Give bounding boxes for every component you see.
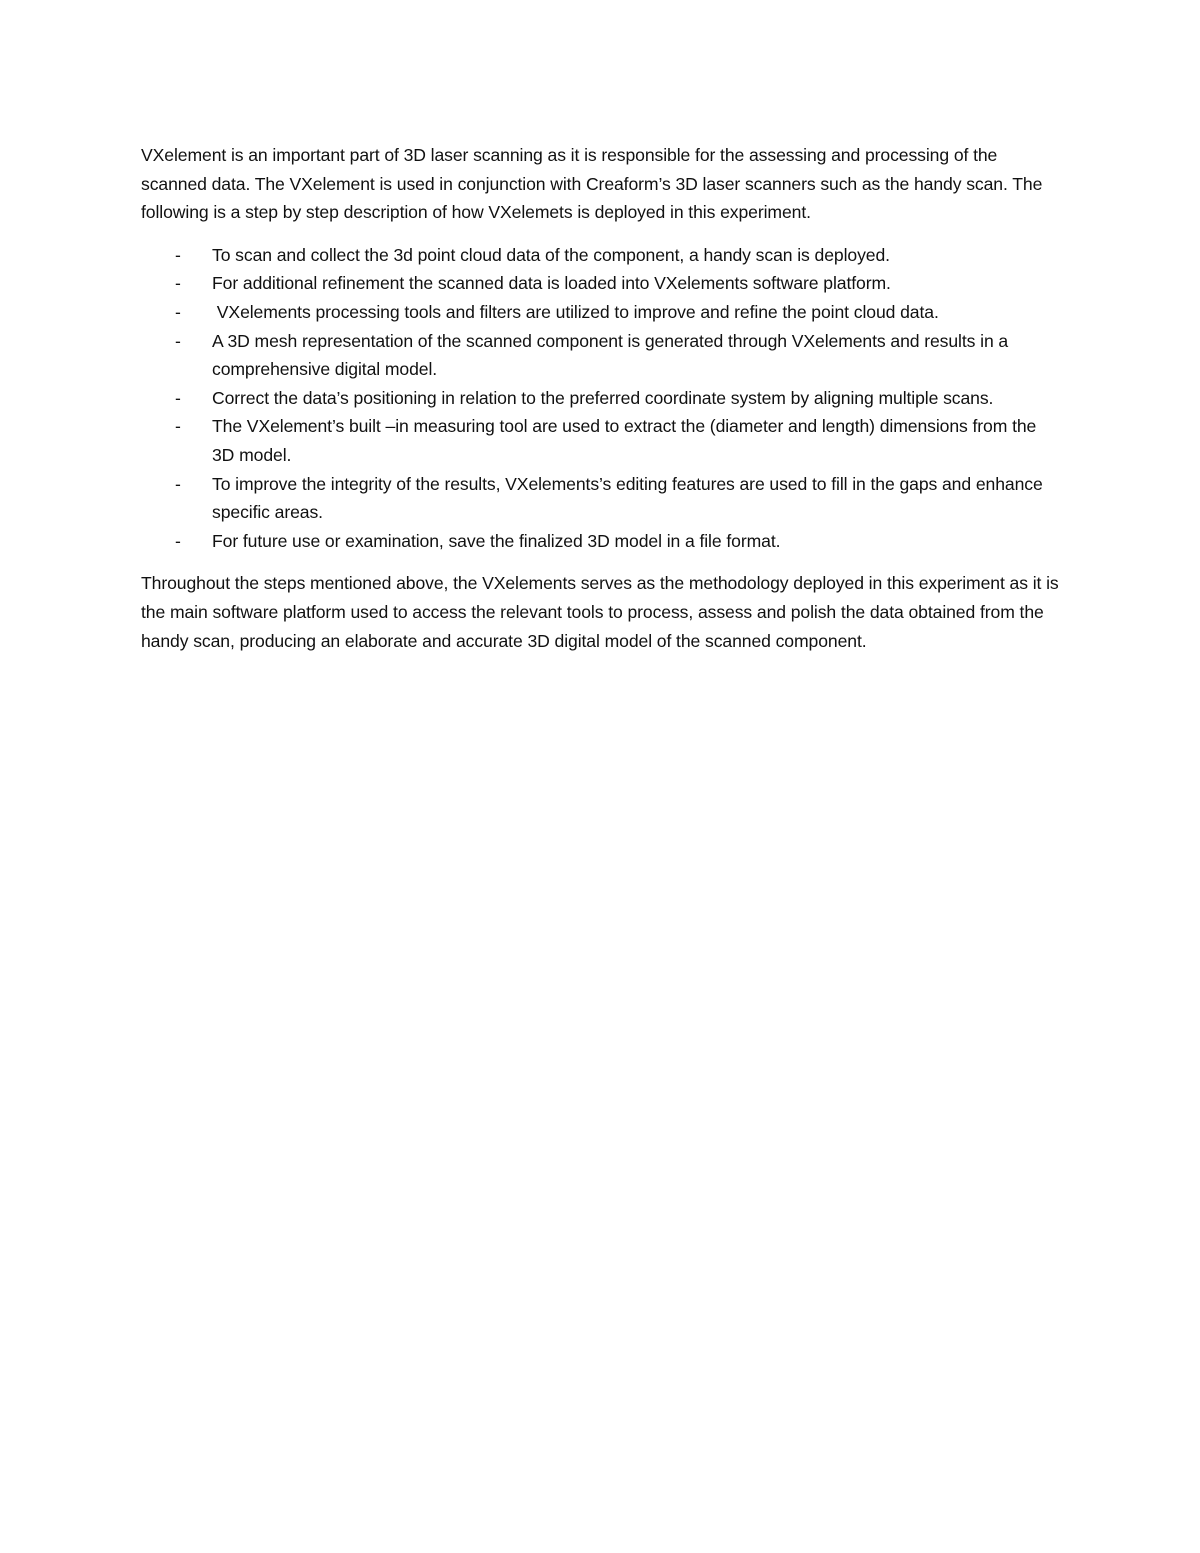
step-text: A 3D mesh representation of the scanned component is generated through VXelements and results in a comprehensive digital model. <box>212 330 1009 380</box>
bullet-dash: - <box>175 387 181 408</box>
list-item <box>141 470 1061 527</box>
step-text: For future use or examination, save the finalized 3D model in a file format. <box>212 530 781 551</box>
step-text: To scan and collect the 3d point cloud data of the component, a handy scan is deployed. <box>212 244 890 265</box>
bullet-dash: - <box>175 530 181 551</box>
step-text: For additional refinement the scanned data is loaded into VXelements software platform. <box>212 273 891 294</box>
document-body <box>141 141 1061 655</box>
list-item <box>141 412 1061 469</box>
step-text: VXelements processing tools and filters are utilized to improve and refine the point cloud data. <box>212 301 939 322</box>
bullet-dash: - <box>175 473 181 494</box>
bullet-dash: - <box>175 273 181 294</box>
bullet-dash: - <box>175 301 181 322</box>
step-text: The VXelement’s built –in measuring tool are used to extract the (diameter and length) dimensions from the 3D model. <box>212 416 1037 465</box>
list-item <box>141 298 1061 327</box>
intro-paragraph: VXelement is an important part of 3D laser scanning as it is responsible for the assessing and processing of the scanned data. The VXelement is used in conjunction with Creaform’s 3D laser scanners such as the handy scan. The following is a step by step description of how VXelemets is deployed in this experiment. <box>141 145 1043 223</box>
step-text: To improve the integrity of the results, VXelements’s editing features are used to fill in the gaps and enhance specific areas. <box>212 473 1043 523</box>
list-item <box>141 269 1061 298</box>
bullet-dash: - <box>175 330 181 351</box>
bullet-dash: - <box>175 244 181 265</box>
bullet-dash: - <box>175 416 181 437</box>
list-item <box>141 327 1061 384</box>
list-item <box>141 527 1061 556</box>
steps-list <box>141 241 1061 556</box>
closing-paragraph: Throughout the steps mentioned above, the VXelements serves as the methodology deployed in this experiment as it is the main software platform used to access the relevant tools to process, assess and polish the data obtained from the handy scan, producing an elaborate and accurate 3D digital model of the scanned component. <box>141 573 1059 651</box>
step-text: Correct the data’s positioning in relation to the preferred coordinate system by aligning multiple scans. <box>212 387 994 408</box>
list-item <box>141 241 1061 270</box>
list-item <box>141 384 1061 413</box>
